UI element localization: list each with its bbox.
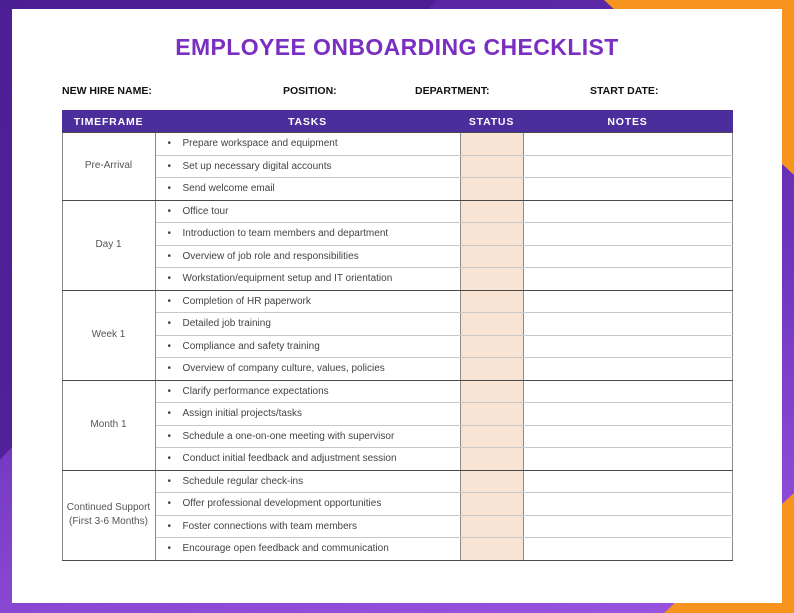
table-row	[62, 403, 732, 426]
table-row	[62, 223, 732, 246]
timeframe-cell: Day 1	[62, 200, 155, 290]
status-cell[interactable]	[460, 448, 523, 471]
task-cell: • Offer professional development opportunities	[155, 493, 460, 516]
notes-cell[interactable]	[523, 515, 732, 538]
table-row	[62, 380, 732, 403]
table-row	[62, 425, 732, 448]
status-cell[interactable]	[460, 290, 523, 313]
field-position: POSITION:	[283, 85, 337, 97]
table-header-row	[62, 111, 732, 133]
status-cell[interactable]	[460, 425, 523, 448]
table-row	[62, 358, 732, 381]
status-cell[interactable]	[460, 313, 523, 336]
status-cell[interactable]	[460, 515, 523, 538]
notes-cell[interactable]	[523, 290, 732, 313]
notes-cell[interactable]	[523, 155, 732, 178]
task-cell: • Foster connections with team members	[155, 515, 460, 538]
notes-cell[interactable]	[523, 200, 732, 223]
task-cell: • Detailed job training	[155, 313, 460, 336]
task-cell: • Office tour	[155, 200, 460, 223]
notes-cell[interactable]	[523, 223, 732, 246]
col-header-timeframe: TIMEFRAME	[62, 111, 155, 133]
table-row	[62, 155, 732, 178]
table-row	[62, 515, 732, 538]
timeframe-cell: Month 1	[62, 380, 155, 470]
notes-cell[interactable]	[523, 470, 732, 493]
task-cell: • Workstation/equipment setup and IT orientation	[155, 268, 460, 291]
task-cell: • Schedule a one-on-one meeting with supervisor	[155, 425, 460, 448]
table-row	[62, 313, 732, 336]
status-cell[interactable]	[460, 133, 523, 156]
task-cell: • Encourage open feedback and communication	[155, 538, 460, 561]
task-cell: • Send welcome email	[155, 178, 460, 201]
table-row	[62, 178, 732, 201]
table-row	[62, 448, 732, 471]
task-cell: • Completion of HR paperwork	[155, 290, 460, 313]
table-row	[62, 493, 732, 516]
notes-cell[interactable]	[523, 358, 732, 381]
table-row	[62, 335, 732, 358]
col-header-status: STATUS	[460, 111, 523, 133]
status-cell[interactable]	[460, 268, 523, 291]
task-cell: • Prepare workspace and equipment	[155, 133, 460, 156]
notes-cell[interactable]	[523, 268, 732, 291]
table-row	[62, 470, 732, 493]
task-cell: • Assign initial projects/tasks	[155, 403, 460, 426]
task-cell: • Schedule regular check-ins	[155, 470, 460, 493]
table-row	[62, 200, 732, 223]
status-cell[interactable]	[460, 155, 523, 178]
task-cell: • Clarify performance expectations	[155, 380, 460, 403]
task-cell: • Overview of job role and responsibilities	[155, 245, 460, 268]
task-cell: • Overview of company culture, values, policies	[155, 358, 460, 381]
notes-cell[interactable]	[523, 380, 732, 403]
status-cell[interactable]	[460, 178, 523, 201]
task-cell: • Compliance and safety training	[155, 335, 460, 358]
header-fields	[62, 85, 732, 99]
checklist-table	[62, 110, 733, 561]
timeframe-cell: Week 1	[62, 290, 155, 380]
page-title: EMPLOYEE ONBOARDING CHECKLIST	[175, 34, 619, 60]
status-cell[interactable]	[460, 335, 523, 358]
notes-cell[interactable]	[523, 335, 732, 358]
notes-cell[interactable]	[523, 448, 732, 471]
timeframe-cell: Continued Support (First 3-6 Months)	[62, 470, 155, 560]
status-cell[interactable]	[460, 245, 523, 268]
status-cell[interactable]	[460, 380, 523, 403]
status-cell[interactable]	[460, 200, 523, 223]
status-cell[interactable]	[460, 493, 523, 516]
task-cell: • Set up necessary digital accounts	[155, 155, 460, 178]
timeframe-cell: Pre-Arrival	[62, 133, 155, 201]
status-cell[interactable]	[460, 358, 523, 381]
task-cell: • Introduction to team members and department	[155, 223, 460, 246]
field-new-hire-name: NEW HIRE NAME:	[62, 85, 152, 97]
document-card	[12, 9, 782, 603]
table-row	[62, 290, 732, 313]
table-row	[62, 268, 732, 291]
status-cell[interactable]	[460, 403, 523, 426]
notes-cell[interactable]	[523, 313, 732, 336]
field-department: DEPARTMENT:	[415, 85, 490, 97]
col-header-tasks: TASKS	[155, 111, 460, 133]
notes-cell[interactable]	[523, 493, 732, 516]
table-row	[62, 538, 732, 561]
notes-cell[interactable]	[523, 403, 732, 426]
notes-cell[interactable]	[523, 178, 732, 201]
notes-cell[interactable]	[523, 133, 732, 156]
status-cell[interactable]	[460, 223, 523, 246]
task-cell: • Conduct initial feedback and adjustment session	[155, 448, 460, 471]
table-row	[62, 245, 732, 268]
status-cell[interactable]	[460, 538, 523, 561]
field-start-date: START DATE:	[590, 85, 659, 97]
status-cell[interactable]	[460, 470, 523, 493]
notes-cell[interactable]	[523, 425, 732, 448]
col-header-notes: NOTES	[523, 111, 732, 133]
notes-cell[interactable]	[523, 245, 732, 268]
notes-cell[interactable]	[523, 538, 732, 561]
table-row	[62, 133, 732, 156]
